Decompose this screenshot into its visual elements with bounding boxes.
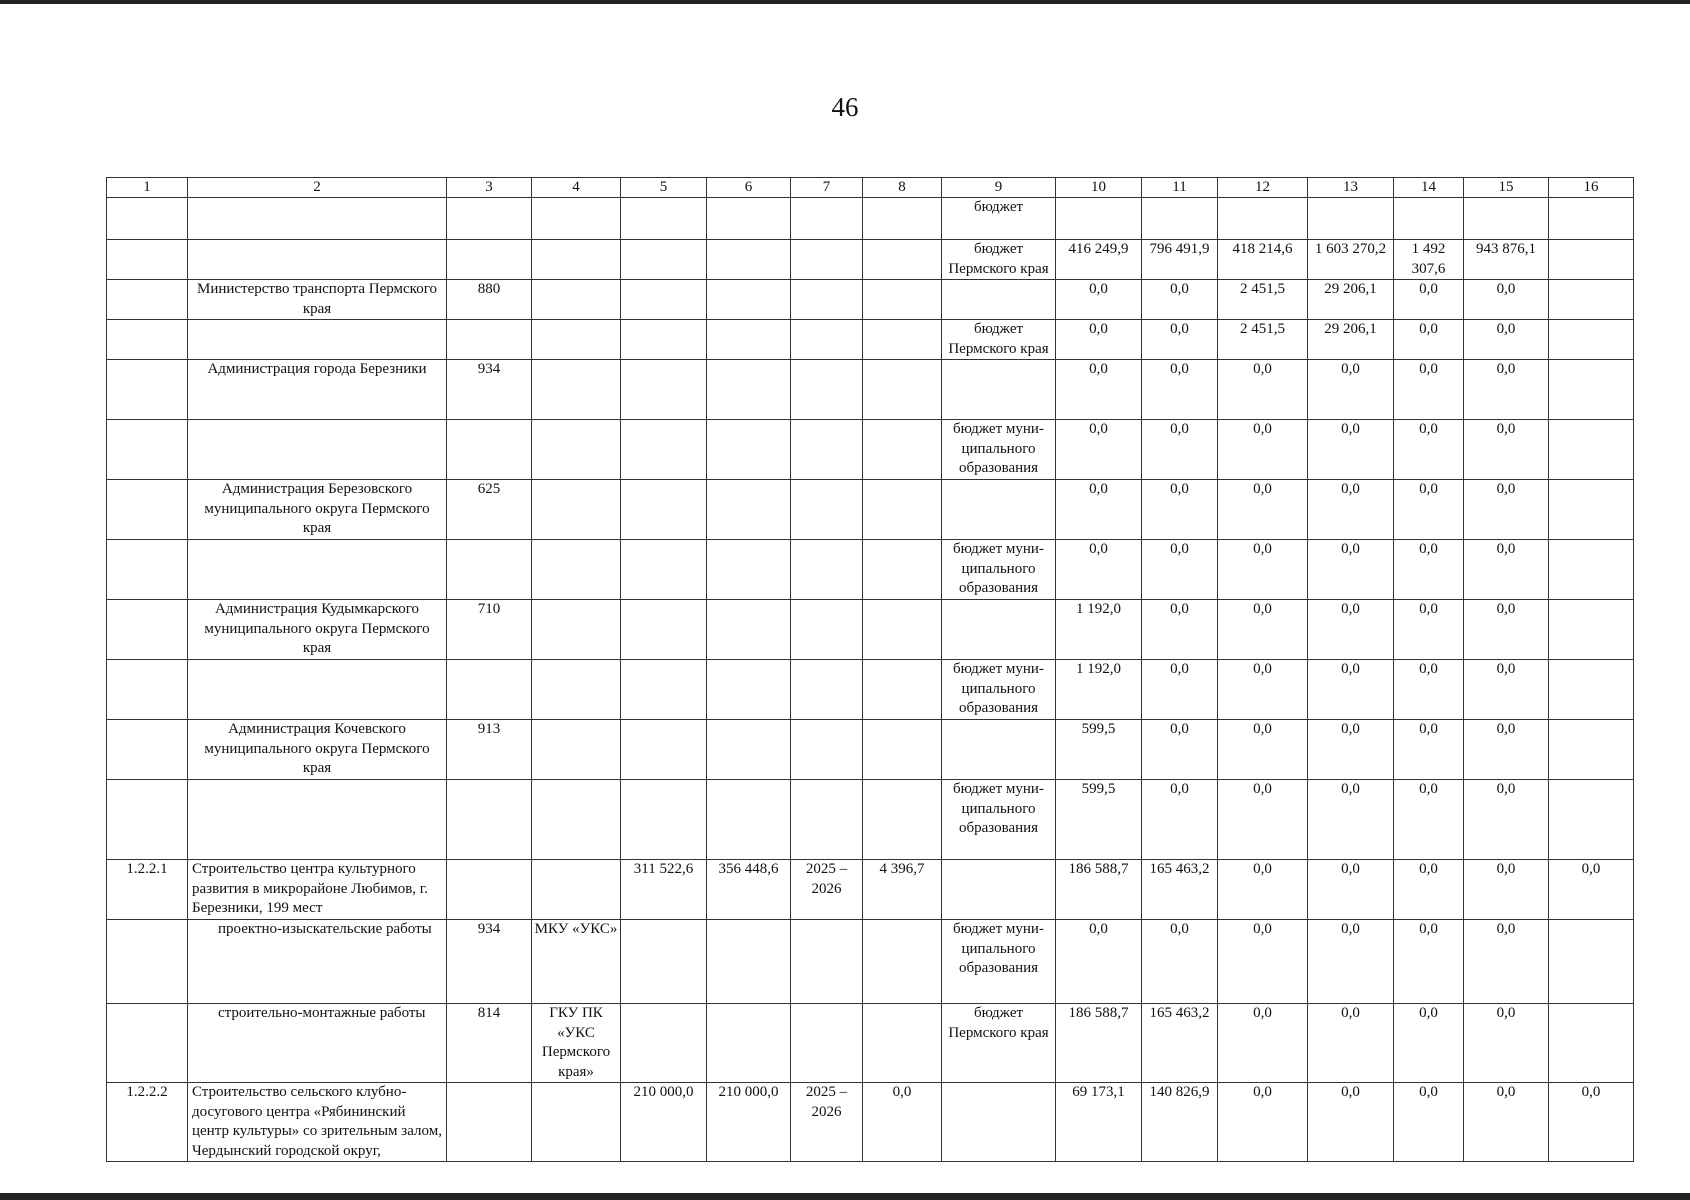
table-cell xyxy=(707,600,791,660)
table-cell xyxy=(791,320,863,360)
table-cell xyxy=(188,660,447,720)
table-cell xyxy=(188,420,447,480)
table-cell xyxy=(107,420,188,480)
table-cell xyxy=(942,480,1056,540)
table-cell xyxy=(447,240,532,280)
table-cell xyxy=(1464,198,1549,240)
table-cell: 0,0 xyxy=(1142,600,1218,660)
table-cell xyxy=(188,320,447,360)
table-cell xyxy=(863,360,942,420)
column-number: 4 xyxy=(532,178,621,198)
table-cell: 814 xyxy=(447,1004,532,1083)
table-cell xyxy=(621,198,707,240)
table-cell: 934 xyxy=(447,920,532,1004)
table-cell: 0,0 xyxy=(1218,360,1308,420)
table-cell: бюджет Пермского края xyxy=(942,320,1056,360)
table-cell xyxy=(532,860,621,920)
table-cell xyxy=(791,360,863,420)
table-cell xyxy=(791,780,863,860)
table-cell xyxy=(621,1004,707,1083)
table-cell: 0,0 xyxy=(1464,480,1549,540)
table-cell xyxy=(707,280,791,320)
table-cell: 0,0 xyxy=(1464,780,1549,860)
table-cell: Администрация Кочевского муниципального округа Пермского края xyxy=(188,720,447,780)
table-cell xyxy=(621,240,707,280)
table-row xyxy=(107,320,1634,360)
column-number: 16 xyxy=(1549,178,1634,198)
table-cell: МКУ «УКС» xyxy=(532,920,621,1004)
table-cell: 0,0 xyxy=(1394,600,1464,660)
table-cell: 625 xyxy=(447,480,532,540)
table-cell: 0,0 xyxy=(1056,320,1142,360)
table-cell: 0,0 xyxy=(1308,660,1394,720)
table-cell: 0,0 xyxy=(1464,860,1549,920)
table-cell: 0,0 xyxy=(1394,1004,1464,1083)
column-number: 9 xyxy=(942,178,1056,198)
table-cell: 0,0 xyxy=(1464,540,1549,600)
table-cell: бюджет муни-ципального образования xyxy=(942,420,1056,480)
table-cell xyxy=(107,280,188,320)
table-cell xyxy=(447,320,532,360)
column-number: 7 xyxy=(791,178,863,198)
table-row xyxy=(107,420,1634,480)
table-cell: 0,0 xyxy=(1394,360,1464,420)
table-cell: 0,0 xyxy=(1308,480,1394,540)
table-cell: Администрация Кудымкарского муниципального округа Пермского края xyxy=(188,600,447,660)
table-cell: 0,0 xyxy=(1142,420,1218,480)
table-cell xyxy=(107,480,188,540)
table-cell: 0,0 xyxy=(1142,320,1218,360)
table-cell: 1 492 307,6 xyxy=(1394,240,1464,280)
table-cell: 29 206,1 xyxy=(1308,320,1394,360)
table-cell xyxy=(532,420,621,480)
table-cell xyxy=(107,780,188,860)
table-cell xyxy=(1056,198,1142,240)
table-row xyxy=(107,780,1634,860)
table-cell: 0,0 xyxy=(1218,600,1308,660)
table-cell xyxy=(621,600,707,660)
table-cell xyxy=(791,600,863,660)
table-cell xyxy=(942,360,1056,420)
table-cell xyxy=(1549,480,1634,540)
table-cell xyxy=(621,360,707,420)
table-cell: 0,0 xyxy=(1142,280,1218,320)
budget-table xyxy=(106,177,1634,1162)
table-row xyxy=(107,360,1634,420)
table-cell xyxy=(791,660,863,720)
table-cell: 0,0 xyxy=(1394,1083,1464,1162)
table-cell xyxy=(942,860,1056,920)
column-number: 6 xyxy=(707,178,791,198)
table-cell: 0,0 xyxy=(1394,860,1464,920)
table-cell: 599,5 xyxy=(1056,720,1142,780)
table-cell: 0,0 xyxy=(1308,780,1394,860)
table-cell: 2 451,5 xyxy=(1218,320,1308,360)
table-cell xyxy=(863,420,942,480)
table-cell: 0,0 xyxy=(1142,480,1218,540)
table-cell: 165 463,2 xyxy=(1142,860,1218,920)
table-cell xyxy=(707,1004,791,1083)
column-number: 1 xyxy=(107,178,188,198)
table-cell: Администрация Березовского муниципального округа Пермского края xyxy=(188,480,447,540)
table-cell xyxy=(621,920,707,1004)
table-cell xyxy=(532,600,621,660)
table-cell xyxy=(532,720,621,780)
table-cell xyxy=(942,720,1056,780)
table-cell xyxy=(1394,198,1464,240)
table-cell: 0,0 xyxy=(1142,360,1218,420)
column-number: 15 xyxy=(1464,178,1549,198)
table-cell xyxy=(791,480,863,540)
column-number: 8 xyxy=(863,178,942,198)
page-number: 46 xyxy=(831,92,859,122)
table-cell xyxy=(107,240,188,280)
table-cell: 0,0 xyxy=(1464,360,1549,420)
table-cell: 0,0 xyxy=(1394,480,1464,540)
table-cell xyxy=(107,720,188,780)
column-number: 3 xyxy=(447,178,532,198)
table-cell xyxy=(863,320,942,360)
table-cell: 2025 – 2026 xyxy=(791,1083,863,1162)
table-cell xyxy=(107,360,188,420)
table-cell: 0,0 xyxy=(1394,320,1464,360)
table-row xyxy=(107,1083,1634,1162)
table-cell: 4 396,7 xyxy=(863,860,942,920)
table-cell: 0,0 xyxy=(1056,420,1142,480)
table-cell xyxy=(532,1083,621,1162)
table-cell: 0,0 xyxy=(1464,420,1549,480)
table-cell xyxy=(707,720,791,780)
table-cell: 0,0 xyxy=(1308,540,1394,600)
table-cell xyxy=(532,198,621,240)
table-cell: 210 000,0 xyxy=(707,1083,791,1162)
table-cell xyxy=(532,780,621,860)
table-cell xyxy=(791,920,863,1004)
table-cell: 0,0 xyxy=(1394,720,1464,780)
table-cell: 710 xyxy=(447,600,532,660)
table-cell xyxy=(791,720,863,780)
column-number: 11 xyxy=(1142,178,1218,198)
table-cell xyxy=(1549,240,1634,280)
table-cell xyxy=(1549,540,1634,600)
table-cell xyxy=(447,1083,532,1162)
table-cell: 0,0 xyxy=(1549,860,1634,920)
table-cell: 0,0 xyxy=(1308,600,1394,660)
table-cell xyxy=(863,1004,942,1083)
table-cell xyxy=(107,320,188,360)
table-cell: 0,0 xyxy=(1218,420,1308,480)
table-cell: 0,0 xyxy=(1308,720,1394,780)
table-row xyxy=(107,660,1634,720)
table-cell xyxy=(791,198,863,240)
table-row xyxy=(107,198,1634,240)
table-cell xyxy=(791,420,863,480)
table-row xyxy=(107,240,1634,280)
table-cell xyxy=(447,540,532,600)
table-cell: 0,0 xyxy=(1308,1083,1394,1162)
table-cell: 0,0 xyxy=(1218,920,1308,1004)
table-cell xyxy=(942,600,1056,660)
table-cell xyxy=(532,240,621,280)
table-cell xyxy=(1218,198,1308,240)
table-cell: 0,0 xyxy=(1394,660,1464,720)
table-cell: Администрация города Березники xyxy=(188,360,447,420)
table-cell xyxy=(107,660,188,720)
table-cell: 0,0 xyxy=(1464,280,1549,320)
table-cell: 1 603 270,2 xyxy=(1308,240,1394,280)
table-cell: Строительство центра культурного развития в микрорайоне Любимов, г. Березники, 199 мест xyxy=(188,860,447,920)
column-number: 14 xyxy=(1394,178,1464,198)
table-cell: 69 173,1 xyxy=(1056,1083,1142,1162)
table-cell xyxy=(1549,320,1634,360)
table-cell xyxy=(791,540,863,600)
table-cell xyxy=(1549,360,1634,420)
table-cell xyxy=(1549,920,1634,1004)
table-cell xyxy=(707,480,791,540)
table-cell xyxy=(1549,720,1634,780)
table-cell xyxy=(707,198,791,240)
table-row xyxy=(107,280,1634,320)
table-cell xyxy=(621,660,707,720)
table-cell xyxy=(707,780,791,860)
table-cell xyxy=(532,320,621,360)
table-cell: 2025 – 2026 xyxy=(791,860,863,920)
table-cell: бюджет муни-ципального образования xyxy=(942,540,1056,600)
table-cell xyxy=(707,920,791,1004)
table-cell xyxy=(532,480,621,540)
table-cell: 0,0 xyxy=(1218,660,1308,720)
table-cell xyxy=(863,280,942,320)
table-cell xyxy=(863,780,942,860)
table-cell: 0,0 xyxy=(1218,720,1308,780)
table-row xyxy=(107,480,1634,540)
table-cell xyxy=(532,360,621,420)
table-cell xyxy=(791,240,863,280)
table-cell: 0,0 xyxy=(1464,320,1549,360)
table-cell: 0,0 xyxy=(1218,860,1308,920)
table-row xyxy=(107,720,1634,780)
table-cell: 0,0 xyxy=(1218,480,1308,540)
table-cell xyxy=(532,660,621,720)
top-page-border xyxy=(0,0,1690,4)
table-cell xyxy=(791,1004,863,1083)
table-cell: 1 192,0 xyxy=(1056,660,1142,720)
table-cell: 0,0 xyxy=(1142,540,1218,600)
table-cell xyxy=(863,240,942,280)
table-cell xyxy=(107,600,188,660)
column-number-row xyxy=(107,178,1634,198)
table-cell xyxy=(863,480,942,540)
table-cell xyxy=(447,660,532,720)
table-cell xyxy=(863,920,942,1004)
table-cell xyxy=(863,540,942,600)
table-cell xyxy=(707,660,791,720)
table-cell xyxy=(188,540,447,600)
table-cell: 0,0 xyxy=(1218,1083,1308,1162)
table-cell xyxy=(107,198,188,240)
table-cell xyxy=(621,320,707,360)
table-cell xyxy=(188,780,447,860)
table-cell xyxy=(863,660,942,720)
table-cell xyxy=(707,320,791,360)
table-cell xyxy=(1549,780,1634,860)
table-cell xyxy=(532,280,621,320)
table-cell xyxy=(447,420,532,480)
table-cell xyxy=(1549,660,1634,720)
table-cell: 0,0 xyxy=(1394,540,1464,600)
table-cell: 356 448,6 xyxy=(707,860,791,920)
table-cell xyxy=(1308,198,1394,240)
table-cell: 0,0 xyxy=(863,1083,942,1162)
table-cell: 0,0 xyxy=(1056,920,1142,1004)
table-cell xyxy=(942,280,1056,320)
table-cell xyxy=(863,720,942,780)
table-cell xyxy=(707,420,791,480)
table-cell: 599,5 xyxy=(1056,780,1142,860)
table-cell xyxy=(1549,1004,1634,1083)
table-cell: 1 192,0 xyxy=(1056,600,1142,660)
column-number: 12 xyxy=(1218,178,1308,198)
table-cell: 0,0 xyxy=(1218,780,1308,860)
table-cell: Строительство сельского клубно-досугового центра «Рябининский центр культуры» со зрительным залом, Чердынский городской округ, xyxy=(188,1083,447,1162)
table-cell xyxy=(1549,420,1634,480)
table-cell xyxy=(107,920,188,1004)
table-cell: 934 xyxy=(447,360,532,420)
table-cell: 0,0 xyxy=(1308,360,1394,420)
table-cell: 913 xyxy=(447,720,532,780)
table-cell: 0,0 xyxy=(1142,660,1218,720)
table-cell: бюджет xyxy=(942,198,1056,240)
table-cell: 140 826,9 xyxy=(1142,1083,1218,1162)
table-cell xyxy=(621,280,707,320)
table-cell xyxy=(188,240,447,280)
table-cell: 186 588,7 xyxy=(1056,1004,1142,1083)
table-cell xyxy=(107,1004,188,1083)
table-cell: 416 249,9 xyxy=(1056,240,1142,280)
column-number: 2 xyxy=(188,178,447,198)
table-cell xyxy=(707,540,791,600)
table-cell xyxy=(621,540,707,600)
table-cell xyxy=(863,600,942,660)
table-cell: 311 522,6 xyxy=(621,860,707,920)
table-cell xyxy=(707,240,791,280)
table-cell: 943 876,1 xyxy=(1464,240,1549,280)
table-cell: 0,0 xyxy=(1549,1083,1634,1162)
table-cell: 796 491,9 xyxy=(1142,240,1218,280)
column-number: 10 xyxy=(1056,178,1142,198)
column-number: 13 xyxy=(1308,178,1394,198)
table-cell: 1.2.2.2 xyxy=(107,1083,188,1162)
table-cell: бюджет Пермского края xyxy=(942,240,1056,280)
table-cell xyxy=(447,780,532,860)
table-cell: 0,0 xyxy=(1056,480,1142,540)
table-cell: 0,0 xyxy=(1464,1083,1549,1162)
table-cell: 0,0 xyxy=(1218,1004,1308,1083)
table-cell: 210 000,0 xyxy=(621,1083,707,1162)
table-cell xyxy=(863,198,942,240)
table-row xyxy=(107,920,1634,1004)
table-cell: 0,0 xyxy=(1056,540,1142,600)
table-cell: 0,0 xyxy=(1142,780,1218,860)
table-row xyxy=(107,600,1634,660)
bottom-page-border xyxy=(0,1193,1690,1200)
table-cell: проектно-изыскательские работы xyxy=(188,920,447,1004)
table-cell: 0,0 xyxy=(1056,280,1142,320)
table-cell: 0,0 xyxy=(1142,920,1218,1004)
table-cell: 29 206,1 xyxy=(1308,280,1394,320)
table-cell: 0,0 xyxy=(1394,920,1464,1004)
table-cell: бюджет муни-ципального образования xyxy=(942,920,1056,1004)
table-cell: 0,0 xyxy=(1394,420,1464,480)
table-cell: 186 588,7 xyxy=(1056,860,1142,920)
table-cell: 0,0 xyxy=(1394,780,1464,860)
table-cell: 2 451,5 xyxy=(1218,280,1308,320)
table-row xyxy=(107,860,1634,920)
table-cell xyxy=(942,1083,1056,1162)
table-cell xyxy=(791,280,863,320)
table-cell xyxy=(621,480,707,540)
table-cell xyxy=(621,780,707,860)
table-cell xyxy=(447,198,532,240)
table-cell xyxy=(1549,600,1634,660)
table-row xyxy=(107,1004,1634,1083)
table-cell: 0,0 xyxy=(1394,280,1464,320)
table-row xyxy=(107,540,1634,600)
table-cell: 0,0 xyxy=(1464,600,1549,660)
table-cell: 418 214,6 xyxy=(1218,240,1308,280)
table-cell: бюджет муни-ципального образования xyxy=(942,660,1056,720)
table-cell: 0,0 xyxy=(1056,360,1142,420)
table-cell xyxy=(1549,198,1634,240)
table-cell xyxy=(532,540,621,600)
table-cell: 0,0 xyxy=(1464,1004,1549,1083)
table-cell: ГКУ ПК «УКС Пермского края» xyxy=(532,1004,621,1083)
table-cell: 0,0 xyxy=(1142,720,1218,780)
table-cell: 0,0 xyxy=(1464,920,1549,1004)
table-cell: бюджет Пермского края xyxy=(942,1004,1056,1083)
table-cell: 0,0 xyxy=(1308,860,1394,920)
table-cell: 165 463,2 xyxy=(1142,1004,1218,1083)
table-cell xyxy=(1142,198,1218,240)
table-cell: 0,0 xyxy=(1218,540,1308,600)
table-cell: 0,0 xyxy=(1308,420,1394,480)
table-cell xyxy=(188,198,447,240)
table-cell: бюджет муни-ципального образования xyxy=(942,780,1056,860)
table-cell: 0,0 xyxy=(1308,920,1394,1004)
table-cell xyxy=(621,720,707,780)
table-cell: 1.2.2.1 xyxy=(107,860,188,920)
table-cell: 0,0 xyxy=(1308,1004,1394,1083)
table-cell: Министерство транспорта Пермского края xyxy=(188,280,447,320)
table-cell: строительно-монтажные работы xyxy=(188,1004,447,1083)
column-number: 5 xyxy=(621,178,707,198)
table-cell xyxy=(107,540,188,600)
table-cell: 0,0 xyxy=(1464,660,1549,720)
table-cell xyxy=(447,860,532,920)
table-cell xyxy=(1549,280,1634,320)
table-cell xyxy=(707,360,791,420)
table-cell: 880 xyxy=(447,280,532,320)
table-cell: 0,0 xyxy=(1464,720,1549,780)
table-cell xyxy=(621,420,707,480)
